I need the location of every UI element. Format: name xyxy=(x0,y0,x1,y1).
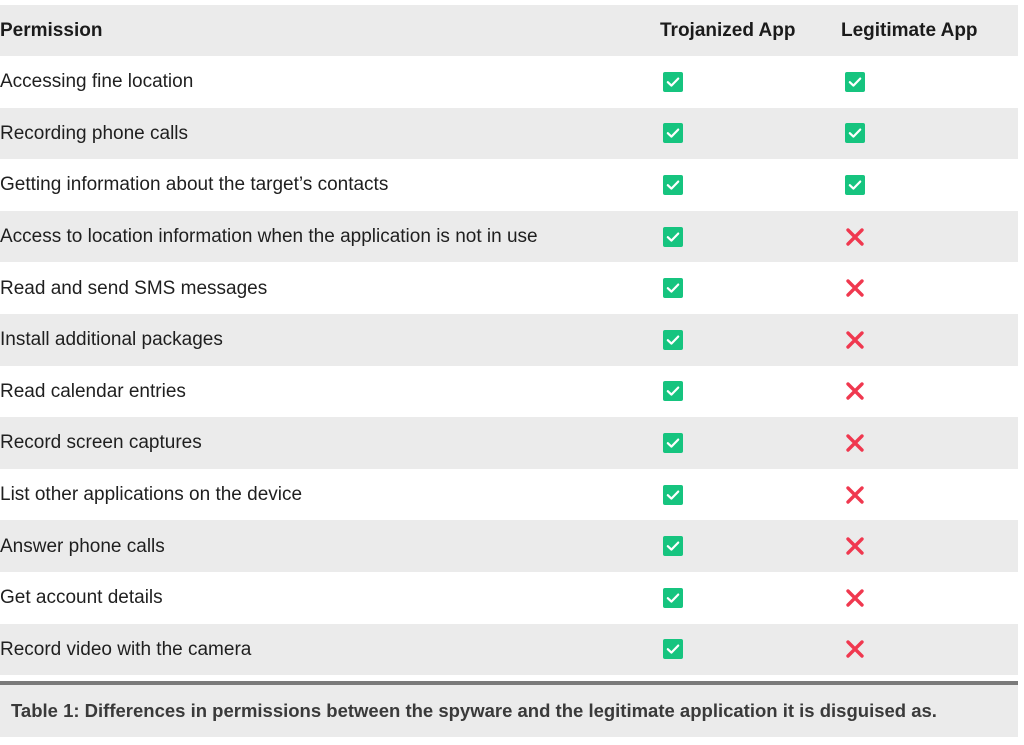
legitimate-app-cell xyxy=(841,56,1018,108)
table-row xyxy=(0,469,1018,521)
trojanized-app-cell xyxy=(660,366,841,418)
table-row xyxy=(0,417,1018,469)
trojanized-app-cell xyxy=(660,417,841,469)
green-checkbox-icon xyxy=(845,175,865,195)
header-trojanized-app: Trojanized App xyxy=(660,20,796,41)
permission-name: Install additional packages xyxy=(0,329,223,351)
trojanized-app-cell xyxy=(660,572,841,624)
red-cross-icon xyxy=(845,433,865,453)
green-checkbox-icon xyxy=(663,330,683,350)
trojanized-app-cell xyxy=(660,520,841,572)
permission-name: Recording phone calls xyxy=(0,122,189,144)
permissions-table-figure xyxy=(0,5,1020,740)
trojanized-app-cell xyxy=(660,159,841,211)
green-checkbox-icon xyxy=(845,72,865,92)
permission-name: Record video with the camera xyxy=(0,638,252,660)
legitimate-app-cell xyxy=(841,211,1018,263)
legitimate-app-cell xyxy=(841,314,1018,366)
trojanized-app-cell xyxy=(660,624,841,676)
table-caption: Table 1: Differences in permissions between the spyware and the legitimate application it is disguised as. xyxy=(0,685,1018,737)
green-checkbox-icon xyxy=(663,278,683,298)
red-cross-icon xyxy=(845,330,865,350)
permission-name: Get account details xyxy=(0,587,163,609)
red-cross-icon xyxy=(845,278,865,298)
table-row xyxy=(0,108,1018,160)
table-row xyxy=(0,366,1018,418)
green-checkbox-icon xyxy=(663,72,683,92)
legitimate-app-cell xyxy=(841,417,1018,469)
header-legitimate-app: Legitimate App xyxy=(841,20,978,41)
permission-name: Answer phone calls xyxy=(0,535,165,557)
trojanized-app-cell xyxy=(660,262,841,314)
table-row xyxy=(0,262,1018,314)
red-cross-icon xyxy=(845,588,865,608)
permission-name: Record screen captures xyxy=(0,432,202,454)
green-checkbox-icon xyxy=(663,123,683,143)
table-row xyxy=(0,572,1018,624)
trojanized-app-cell xyxy=(660,211,841,263)
trojanized-app-cell xyxy=(660,108,841,160)
green-checkbox-icon xyxy=(663,536,683,556)
permission-name: Accessing fine location xyxy=(0,71,194,93)
green-checkbox-icon xyxy=(663,588,683,608)
green-checkbox-icon xyxy=(845,123,865,143)
red-cross-icon xyxy=(845,485,865,505)
red-cross-icon xyxy=(845,639,865,659)
green-checkbox-icon xyxy=(663,485,683,505)
green-checkbox-icon xyxy=(663,433,683,453)
green-checkbox-icon xyxy=(663,381,683,401)
table-row xyxy=(0,314,1018,366)
legitimate-app-cell xyxy=(841,108,1018,160)
permissions-table xyxy=(0,5,1018,675)
red-cross-icon xyxy=(845,227,865,247)
trojanized-app-cell xyxy=(660,56,841,108)
legitimate-app-cell xyxy=(841,262,1018,314)
legitimate-app-cell xyxy=(841,572,1018,624)
table-row xyxy=(0,56,1018,108)
header-permission: Permission xyxy=(0,20,103,41)
table-body xyxy=(0,56,1018,675)
trojanized-app-cell xyxy=(660,314,841,366)
red-cross-icon xyxy=(845,381,865,401)
trojanized-app-cell xyxy=(660,469,841,521)
table-header-row xyxy=(0,5,1018,56)
legitimate-app-cell xyxy=(841,159,1018,211)
green-checkbox-icon xyxy=(663,175,683,195)
legitimate-app-cell xyxy=(841,624,1018,676)
permission-name: Getting information about the target’s contacts xyxy=(0,174,389,196)
table-row xyxy=(0,211,1018,263)
permission-name: Read calendar entries xyxy=(0,380,186,402)
red-cross-icon xyxy=(845,536,865,556)
permission-name: List other applications on the device xyxy=(0,484,303,506)
table-row xyxy=(0,159,1018,211)
table-row xyxy=(0,520,1018,572)
permission-name: Access to location information when the application is not in use xyxy=(0,226,538,248)
table-row xyxy=(0,624,1018,676)
legitimate-app-cell xyxy=(841,520,1018,572)
green-checkbox-icon xyxy=(663,227,683,247)
permission-name: Read and send SMS messages xyxy=(0,277,268,299)
legitimate-app-cell xyxy=(841,366,1018,418)
green-checkbox-icon xyxy=(663,639,683,659)
legitimate-app-cell xyxy=(841,469,1018,521)
